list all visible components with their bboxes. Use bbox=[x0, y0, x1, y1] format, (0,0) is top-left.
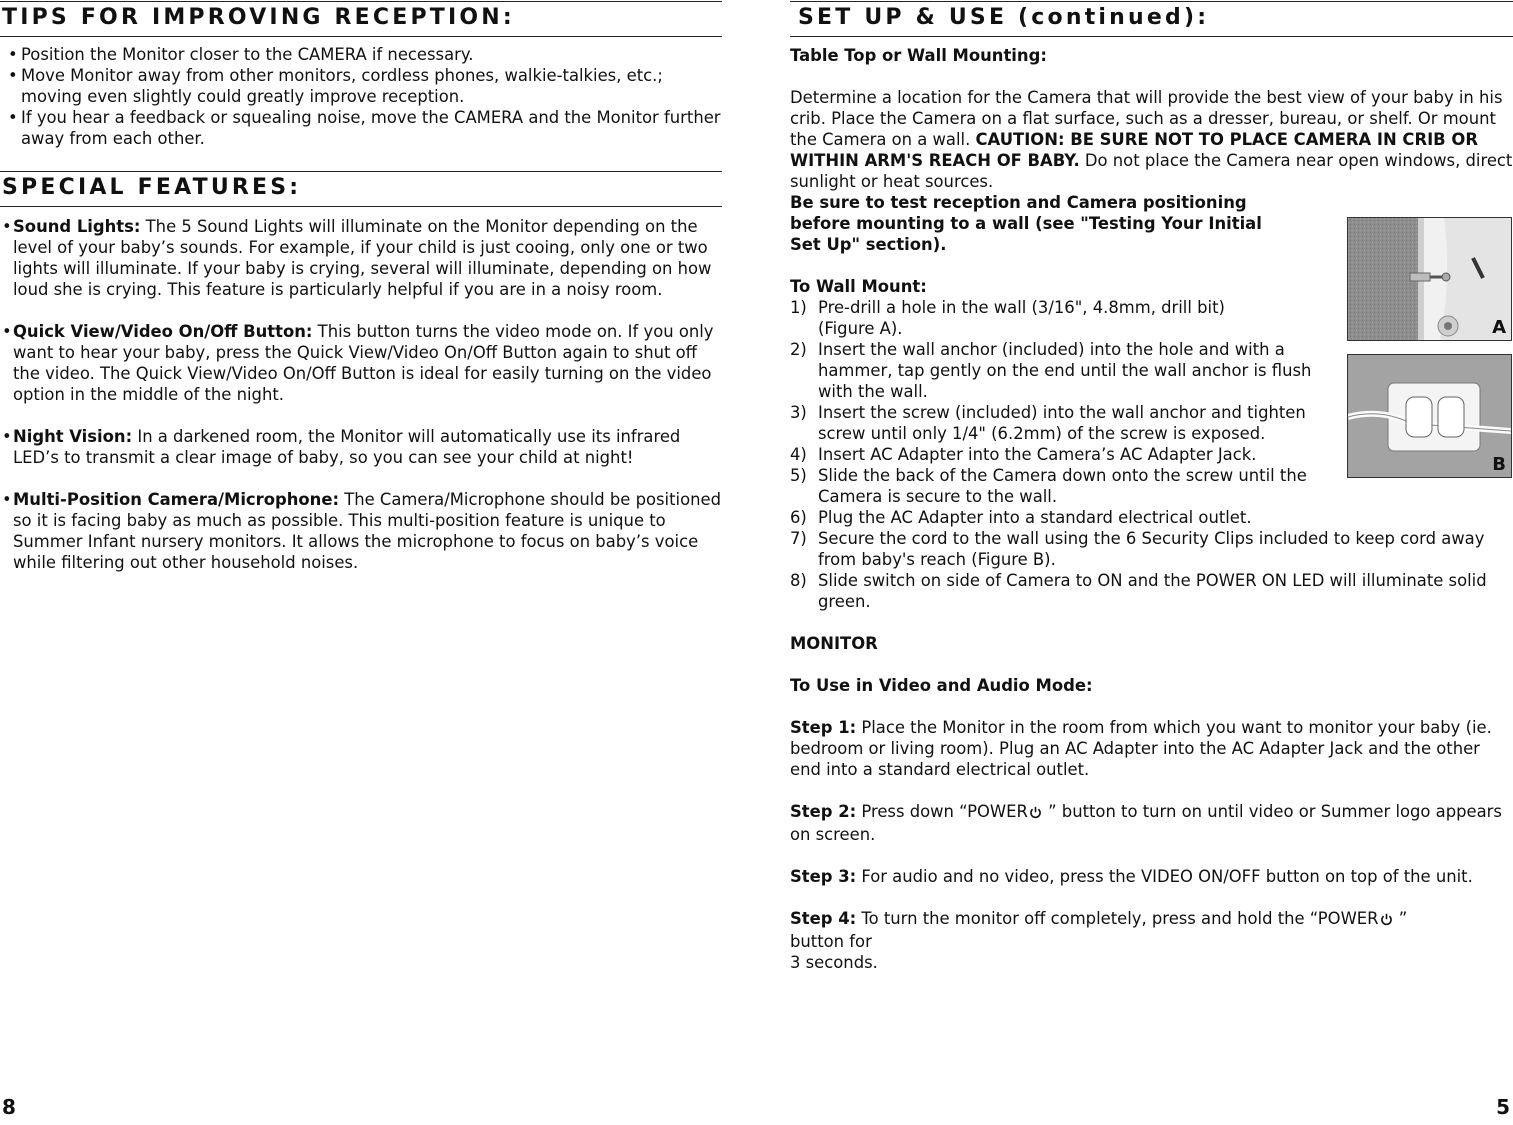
list-item: 8) Slide switch on side of Camera to ON and the POWER ON LED will illuminate solid green. bbox=[790, 571, 1487, 611]
list-item: • Position the Monitor closer to the CAMERA if necessary. bbox=[8, 44, 722, 65]
list-item: 5) Slide the back of the Camera down onto the screw until the Camera is secure to the wall. bbox=[790, 466, 1307, 506]
feature-text: In a darkened room, the Monitor will automatically use its infrared LED’s to transmit a clear image of baby, so you can see your child at night! bbox=[13, 427, 681, 467]
right-page bbox=[790, 0, 1513, 1125]
special-features-list bbox=[2, 216, 722, 573]
mounting-paragraph: Determine a location for the Camera that will provide the best view of your baby in his crib. Place the Camera on a flat surface, such as a dresser, bureau, or shelf. Or mount the Camera on a wall. CAUTION: BE SURE NOT TO PLACE CAMERA IN CRIB OR WITHIN ARM'S REACH OF BABY. Do not place the Camera near open windows, direct sunlight or heat sources. bbox=[790, 88, 1513, 191]
feature-text: The 5 Sound Lights will illuminate on the Monitor depending on the level of your baby’s sounds. For example, if your child is just cooing, only one or two lights will illuminate. If your baby is crying, several will illuminate, depending on how loud she is crying. This feature is particularly helpful if you are in a noisy room. bbox=[13, 217, 712, 299]
feature-lead: Multi-Position Camera/Microphone: bbox=[13, 490, 339, 509]
feature-lead: Night Vision: bbox=[13, 427, 133, 446]
page-number-left: 8 bbox=[2, 1095, 16, 1119]
step-4: Step 4: To turn the monitor off completely, press and hold the “POWER ” bbox=[790, 908, 1513, 931]
power-icon bbox=[1380, 910, 1393, 931]
left-page bbox=[0, 0, 722, 1125]
video-audio-heading: To Use in Video and Audio Mode: bbox=[790, 676, 1093, 695]
step-3: Step 3: For audio and no video, press the VIDEO ON/OFF button on top of the unit. bbox=[790, 867, 1473, 886]
list-item: • Move Monitor away from other monitors, cordless phones, walkie-talkies, etc.; moving even slightly could greatly improve reception. bbox=[8, 65, 722, 107]
list-item: 4) Insert AC Adapter into the Camera’s AC Adapter Jack. bbox=[790, 445, 1257, 464]
tips-heading: TIPS FOR IMPROVING RECEPTION: bbox=[0, 1, 722, 37]
figure-a-label: A bbox=[1492, 317, 1506, 338]
power-icon bbox=[1029, 803, 1042, 824]
wall-mount-heading: To Wall Mount: bbox=[790, 277, 927, 296]
setup-heading: SET UP & USE (continued): bbox=[790, 1, 1513, 37]
step-2: Step 2: Press down “POWER ” button to turn on until video or Summer logo appears on screen. bbox=[790, 802, 1502, 844]
feature-lead: Quick View/Video On/Off Button: bbox=[13, 322, 313, 341]
list-item: 2) Insert the wall anchor (included) into the hole and with a hammer, tap gently on the end until the wall anchor is flush with the wall. bbox=[790, 340, 1312, 401]
feature-sound-lights bbox=[2, 216, 722, 300]
step-1: Step 1: Place the Monitor in the room from which you want to monitor your baby (ie. bedroom or living room). Plug an AC Adapter into the AC Adapter Jack and the other end into a standard electrical outlet. bbox=[790, 718, 1492, 779]
feature-lead: Sound Lights: bbox=[13, 217, 141, 236]
list-item: 6) Plug the AC Adapter into a standard electrical outlet. bbox=[790, 508, 1252, 527]
mounting-section: Table Top or Wall Mounting: Determine a location for the Camera that will provide the best view of your baby in his crib. Place the Camera on a flat surface, such as a dresser, bureau, or shelf. Or mount the Camera on a wall. CAUTION: BE SURE NOT TO PLACE CAMERA IN CRIB OR WITHIN ARM'S REACH OF BABY. Do not place the Camera near open windows, direct sunlight or heat sources. Be sure to test reception and Camera positioning before mounting to a wall (see "Testing Your Initial Set Up" section). To Wall Mount: 1) Pre-drill a hole in the wall (3/16", 4.8mm, drill bit) (Figure A). 2) Insert the wall anchor (included) into the hole and with a hammer, tap gently on the end until the wall anchor is flush with the wall. 3) Insert the screw (included) into the wall anchor and tighten screw until only 1/4" (6.2mm) of the screw is exposed. 4) Insert AC Adapter into the Camera’s AC Adapter Jack. 5) Slide the back of the Camera down onto the screw until the Camera is secure to the wall. 6) Plug the AC Adapter into a standard electrical outlet. 7) Secure the cord to the wall using the 6 Security Clips included to keep cord away from baby's reach (Figure B). 8) Slide switch on side of Camera to ON and the POWER ON LED will illuminate solid green. MONITOR To Use in Video and Audio Mode: Step 1: Place the Monitor in the room from which you want to monitor your baby (ie. bedroom or living room). Plug an AC Adapter into the AC Adapter Jack and the other end into a standard electrical outlet. Step 2: Press down “POWER ” button to turn on until video or Summer logo appears on screen. Step 3: For audio and no video, press the VIDEO ON/OFF button on top of the unit. Step 4: To turn the monitor off completely, press and hold the “POWER ” button for 3 seconds. bbox=[790, 46, 1513, 972]
figure-b-image bbox=[1347, 354, 1512, 478]
feature-multi-position bbox=[2, 489, 722, 573]
list-item: 7) Secure the cord to the wall using the 6 Security Clips included to keep cord away from baby's reach (Figure B). bbox=[790, 529, 1485, 569]
page-number-right: 5 bbox=[1496, 1095, 1510, 1119]
list-item: 3) Insert the screw (included) into the wall anchor and tighten screw until only 1/4" (6.2mm) of the screw is exposed. bbox=[790, 403, 1306, 443]
special-features-heading: SPECIAL FEATURES: bbox=[0, 171, 722, 207]
caution-text: CAUTION: BE SURE NOT TO PLACE CAMERA IN CRIB OR WITHIN ARM'S REACH OF BABY. bbox=[790, 130, 1478, 170]
test-reception-note: Be sure to test reception and Camera positioning before mounting to a wall (see "Testing Your Initial Set Up" section). bbox=[790, 193, 1262, 254]
feature-quick-view bbox=[2, 321, 722, 405]
feature-text: The Camera/Microphone should be positioned so it is facing baby as much as possible. This multi-position feature is unique to Summer Infant nursery monitors. It allows the microphone to focus on baby’s voice while filtering out other household noises. bbox=[13, 490, 721, 572]
monitor-heading: MONITOR bbox=[790, 634, 878, 653]
figure-b-label: B bbox=[1492, 454, 1506, 475]
figure-a-image bbox=[1347, 217, 1512, 341]
mounting-heading: Table Top or Wall Mounting: bbox=[790, 46, 1047, 65]
list-item: 1) Pre-drill a hole in the wall (3/16", 4.8mm, drill bit) (Figure A). bbox=[790, 298, 1225, 338]
feature-text: This button turns the video mode on. If you only want to hear your baby, press the Quick View/Video On/Off Button again to shut off the video. The Quick View/Video On/Off Button is ideal for easily turning on the video option in the middle of the night. bbox=[13, 322, 714, 404]
list-item: • If you hear a feedback or squealing noise, move the CAMERA and the Monitor further away from each other. bbox=[8, 107, 722, 149]
tips-list bbox=[8, 44, 722, 149]
feature-night-vision bbox=[2, 426, 722, 468]
